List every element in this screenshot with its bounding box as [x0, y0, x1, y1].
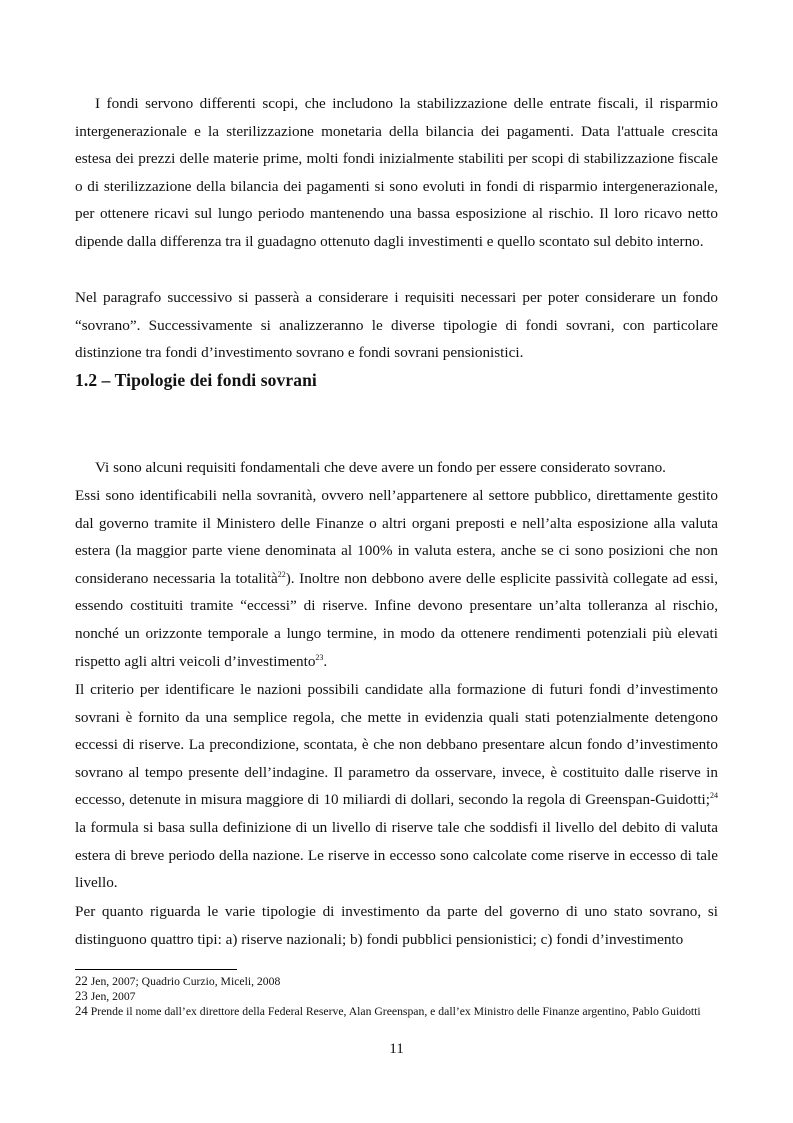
footnote-number: 23 — [75, 989, 88, 1003]
footnote-text: Jen, 2007 — [87, 990, 136, 1003]
footnote-number: 24 — [75, 1004, 88, 1018]
paragraph-text: . — [323, 652, 328, 670]
paragraph-requirements-intro: Vi sono alcuni requisiti fondamentali che deve avere un fondo per essere considerato sovrano. — [95, 459, 666, 476]
paragraph-investment-types: Per quanto riguarda le varie tipologie di investimento da parte del governo di uno stato sovrano, si distinguono quattro tipi: a) riserve nazionali; b) fondi pubblici pensionistici; c) fondi d’investimento — [75, 903, 718, 948]
footnote-number: 22 — [75, 974, 88, 988]
paragraph-text: ). Inoltre non debbono avere delle esplicite passività collegate ad essi, essendo costituiti tramite “eccessi” di riserve. Infine devono presentare un’alta tolleranza al rischio, nonché un orizzonte temporale a lungo termine, in modo da ottenere rendimenti potenziali più elevati rispetto agli altri veicoli d’investimento — [75, 569, 718, 670]
footnote-23 — [75, 989, 718, 1004]
paragraph-fund-purposes: I fondi servono differenti scopi, che includono la stabilizzazione delle entrate fiscali, il risparmio intergenerazionale e la sterilizzazione monetaria della bilancia dei pagamenti. Data l'attuale crescita estesa dei prezzi delle materie prime, molti fondi inizialmente stabiliti per scopi di stabilizzazione fiscale o di sterilizzazione della bilancia dei pagamenti si sono evoluti in fondi di risparmio intergenerazionale, per ottenere ricavi sul lungo periodo mantenendo una bassa esposizione al rischio. Il loro ricavo netto dipende dalla differenza tra il guadagno ottenuto dagli investimenti e quello scontato sul debito interno. — [75, 95, 718, 250]
paragraph-criterion — [75, 676, 718, 897]
footnote-ref-24[interactable]: 24 — [710, 791, 718, 801]
footnote-ref-23[interactable]: 23 — [315, 652, 324, 662]
paragraph-requirements-detail — [75, 482, 718, 675]
footnote-22 — [75, 974, 718, 989]
page-number: 11 — [389, 1040, 404, 1057]
footnote-text: Jen, 2007; Quadrio Curzio, Miceli, 2008 — [87, 975, 281, 988]
footnotes — [75, 974, 718, 1019]
paragraph-text: Essi sono identificabili nella sovranità, ovvero nell’appartenere al settore pubblico, direttamente gestito dal governo tramite il Ministero delle Finanze o altri organi preposti e nell’alta esposizione alla valuta estera (la maggior parte viene denominata al 100% in valuta estera, anche se ci sono posizioni che non considerano necessaria la totalità — [75, 487, 718, 587]
section-heading: 1.2 – Tipologie dei fondi sovrani — [75, 370, 317, 390]
footnote-ref-22[interactable]: 22 — [277, 569, 286, 579]
paragraph-next-section-intro: Nel paragrafo successivo si passerà a considerare i requisiti necessari per poter considerare un fondo “sovrano”. Successivamente si analizzeranno le diverse tipologie di fondi sovrani, con particolare distinzione tra fondi d’investimento sovrano e fondi sovrani pensionistici. — [75, 289, 718, 362]
footnote-text: Prende il nome dall’ex direttore della Federal Reserve, Alan Greenspan, e dall’ex Ministro delle Finanze argentino, Pablo Guidotti — [87, 1005, 701, 1018]
footnote-divider — [75, 969, 237, 970]
paragraph-text: la formula si basa sulla definizione di un livello di riserve tale che soddisfi il livello del debito di valuta estera di breve periodo della nazione. Le riserve in eccesso sono calcolate come riserve in eccesso di tale livello. — [75, 818, 718, 892]
paragraph-text: Il criterio per identificare le nazioni possibili candidate alla formazione di futuri fondi d’investimento sovrani è fornito da una semplice regola, che mette in evidenzia quali stati potenzialmente detengono eccessi di riserve. La precondizione, scontata, è che non debbano presentare alcun fondo d’investimento sovrano al tempo presente dell’indagine. Il parametro da osservare, invece, è costituito dalle riserve in eccesso, detenute in misura maggiore di 10 miliardi di dollari, secondo la regola di Greenspan-Guidotti; — [75, 681, 718, 809]
footnote-24 — [75, 1004, 718, 1019]
